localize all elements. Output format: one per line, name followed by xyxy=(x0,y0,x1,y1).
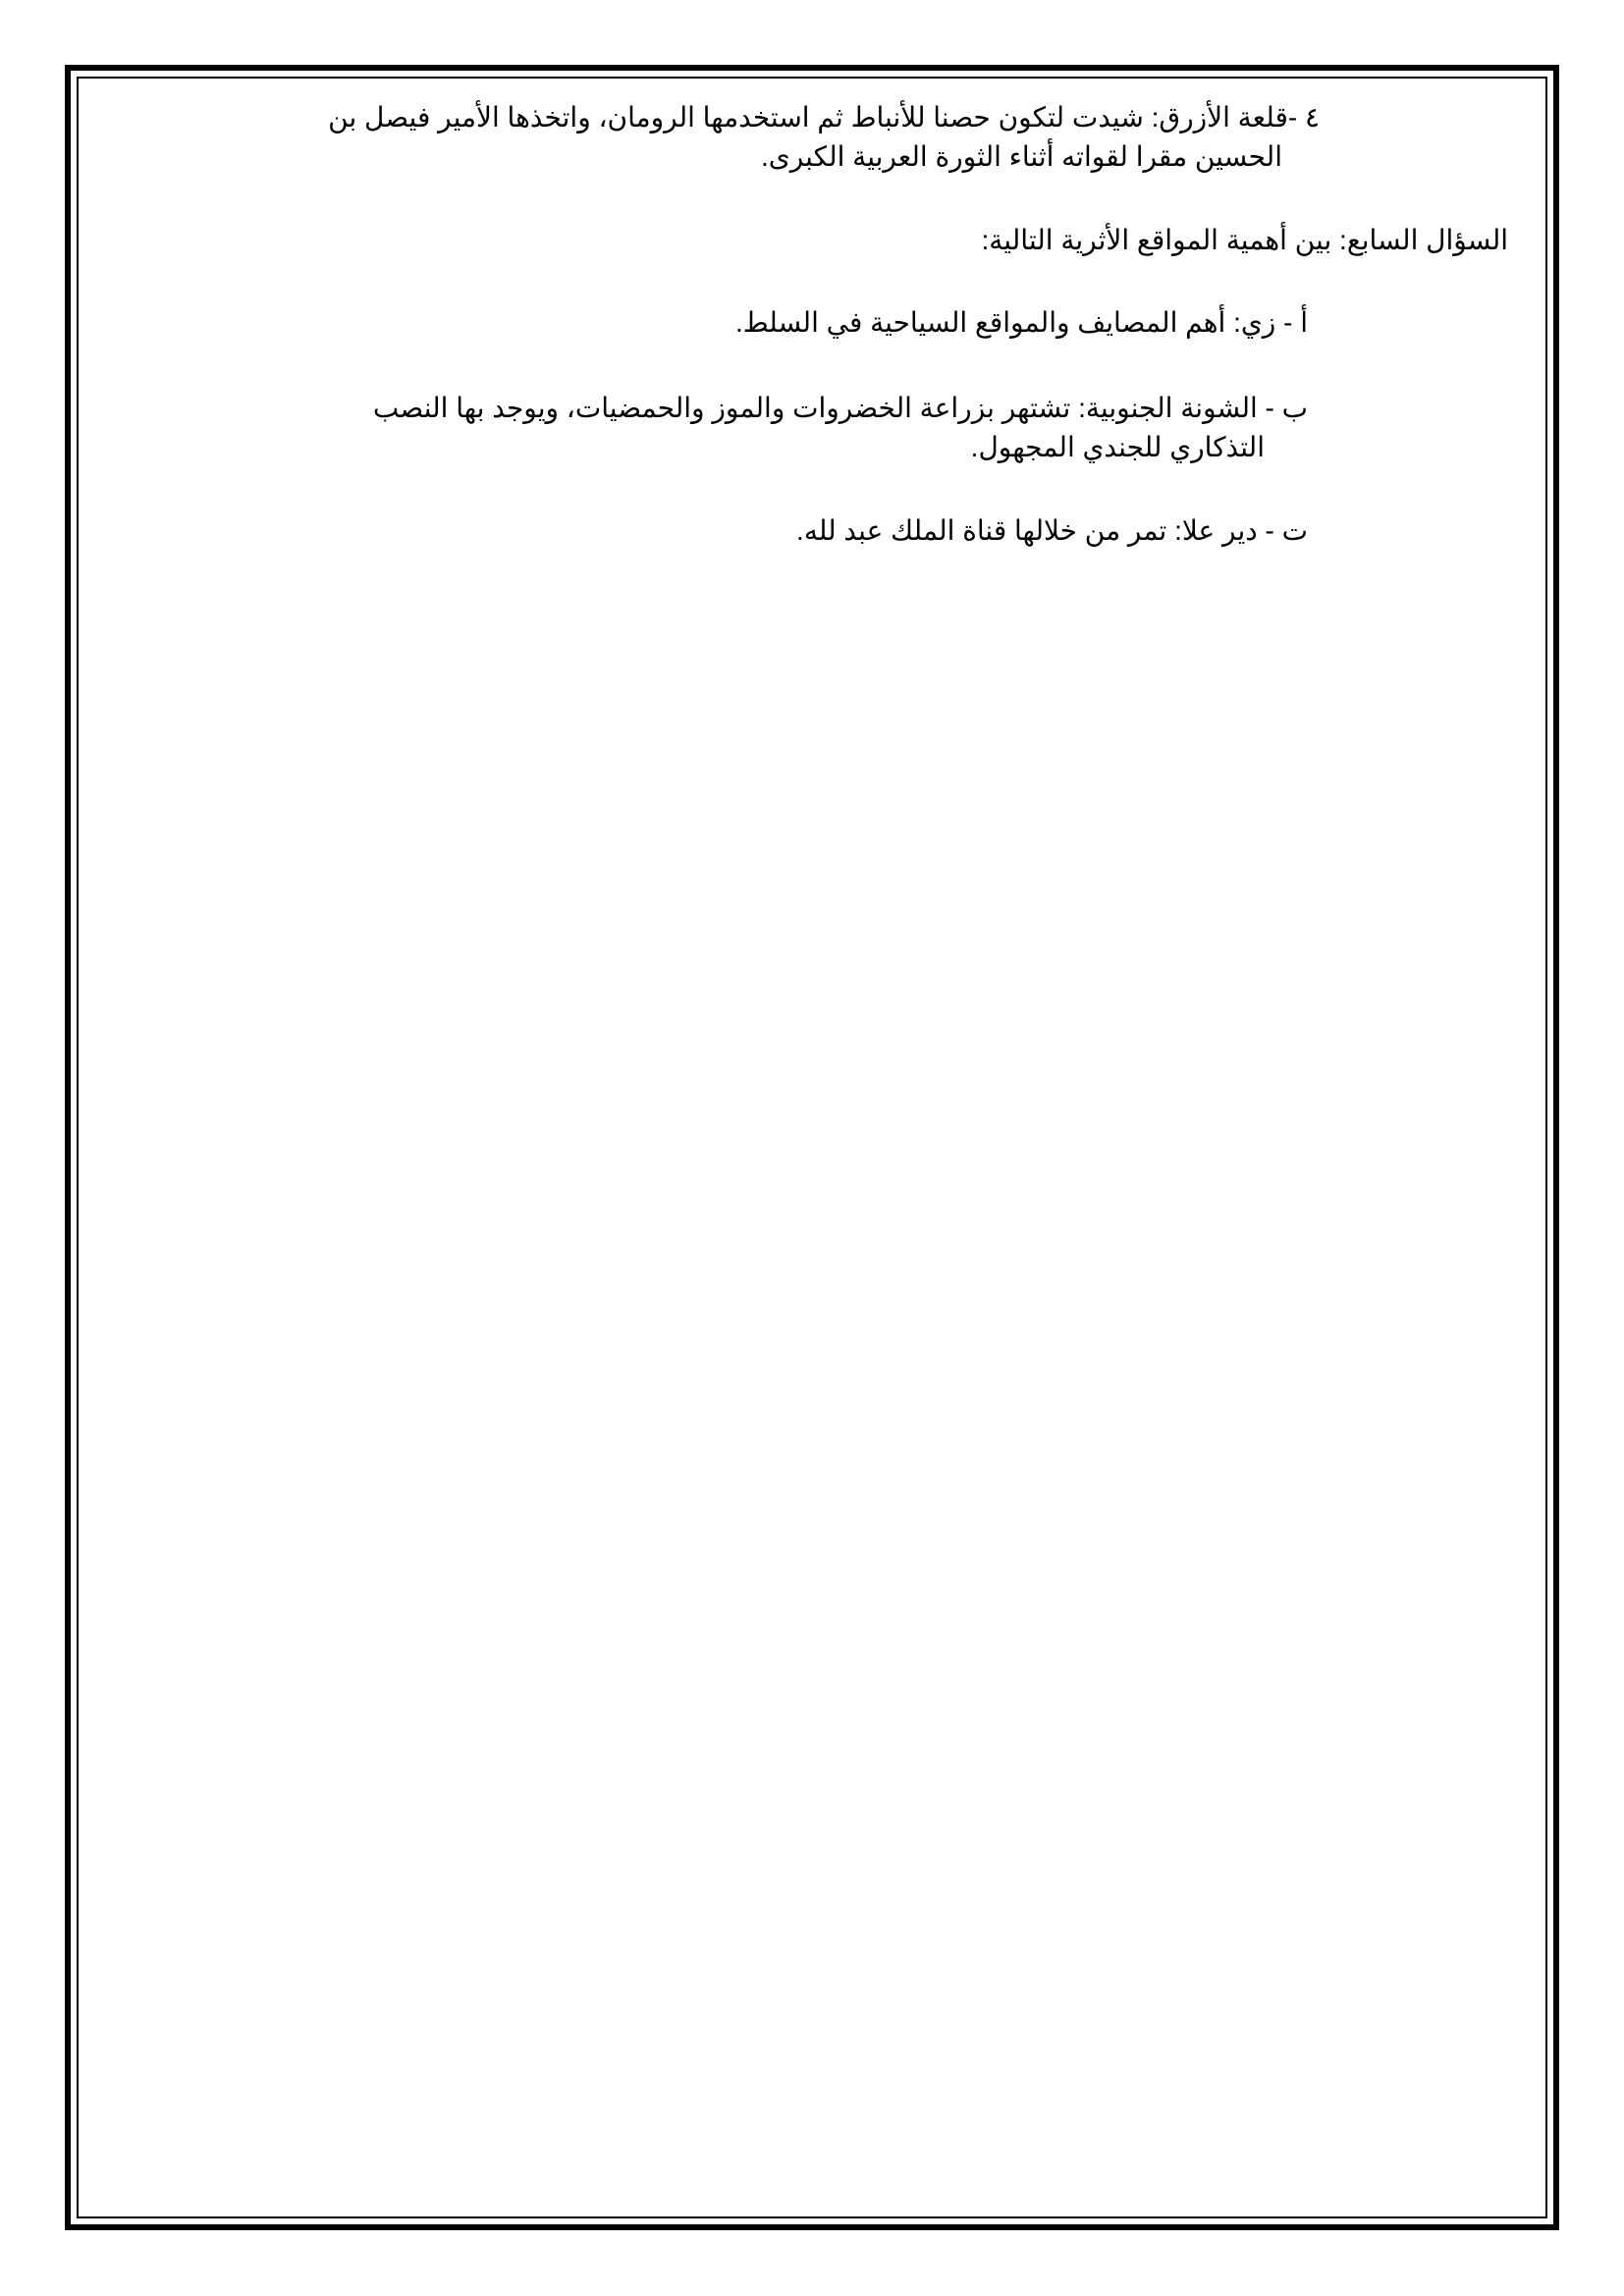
item-4-line-2: الحسين مقرا لقواته أثناء الثورة العربية الكبرى. xyxy=(761,141,1282,172)
answer-taa xyxy=(424,511,1308,551)
answer-alef-text: أ - زي: أهم المصايف والمواقع السياحية في السلط. xyxy=(734,307,1308,338)
answer-baa-line-1: ب - الشونة الجنوبية: تشتهر بزراعة الخضروات والموز والحمضيات، ويوجد بها النصب xyxy=(372,393,1308,423)
question-7-title: السؤال السابع: بين أهمية المواقع الأثرية التالية: xyxy=(981,225,1508,255)
answer-baa xyxy=(130,389,1308,467)
question-7-heading xyxy=(624,221,1508,260)
answer-baa-line-2: التذكاري للجندي المجهول. xyxy=(970,432,1265,462)
answer-taa-text: ت - دير علا: تمر من خلالها قناة الملك عبد لله. xyxy=(796,515,1308,546)
item-4-line-1: ٤ -قلعة الأزرق: شيدت لتكون حصنا للأنباط ثم استخدمها الرومان، واتخذها الأمير فيصل بن xyxy=(328,102,1320,133)
item-4-azraq-castle xyxy=(240,98,1320,177)
answer-alef xyxy=(424,303,1308,343)
